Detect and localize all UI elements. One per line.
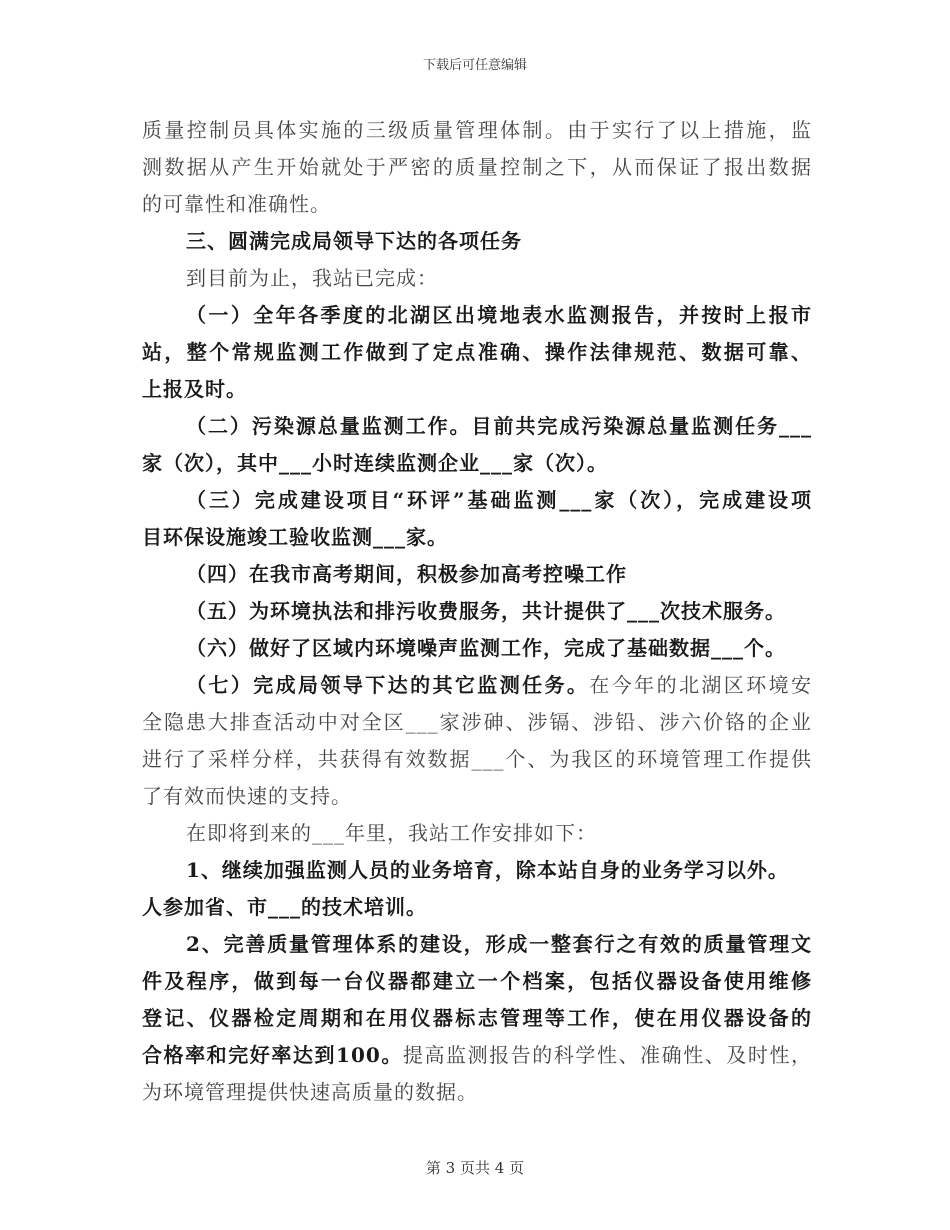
text-line: 人参加省、市___的技术培训。 <box>142 895 427 919</box>
document-body <box>142 112 812 1111</box>
text-line: （五）为环境执法和排污收费服务，共计提供了___次技术服务。 <box>186 599 786 623</box>
text-line: 到目前为止，我站已完成： <box>186 266 438 290</box>
normal-text-segment: 提高监测报告的科学性、准确性、及时性， <box>402 1043 813 1067</box>
text-line: 上报及时。 <box>142 377 247 401</box>
text-line: 家（次），其中___小时连续监测企业___家（次）。 <box>142 451 608 475</box>
text-line: 的可靠性和准确性。 <box>142 192 331 216</box>
text-line: 了有效而快速的支持。 <box>142 784 352 808</box>
text-line: 在即将到来的___年里，我站工作安排如下： <box>186 821 597 845</box>
text-line: 全隐患大排查活动中对全区___家涉砷、涉镉、涉铅、涉六价铬的企业 <box>142 710 812 734</box>
text-line: 三、圆满完成局领导下达的各项任务 <box>186 229 522 253</box>
text-line: 目环保设施竣工验收监测___家。 <box>142 525 448 549</box>
text-line: （一）全年各季度的北湖区出境地表水监测报告，并按时上报市 <box>186 303 812 327</box>
page-header: 下载后可任意编辑 <box>422 58 527 73</box>
text-line: （六）做好了区域内环境噪声监测工作，完成了基础数据___个。 <box>186 636 786 660</box>
bold-text-segment: 合格率和完好率达到100。 <box>142 1043 403 1067</box>
text-line: 站，整个常规监测工作做到了定点准确、操作法律规范、数据可靠、 <box>142 340 812 364</box>
text-line: 2、完善质量管理体系的建设，形成一整套行之有效的质量管理文 <box>186 932 812 956</box>
text-line: 1、继续加强监测人员的业务培育，除本站自身的业务学习以外。 <box>186 858 789 882</box>
text-line: 进行了采样分样，共获得有效数据___个、为我区的环境管理工作提供 <box>142 747 812 771</box>
text-line: 质量控制员具体实施的三级质量管理体制。由于实行了以上措施，监 <box>142 118 812 142</box>
text-line: （四）在我市高考期间，积极参加高考控噪工作 <box>186 562 627 586</box>
text-line <box>142 1037 812 1074</box>
text-line: 为环境管理提供快速高质量的数据。 <box>142 1080 478 1104</box>
text-line <box>142 667 812 704</box>
text-line: 件及程序，做到每一台仪器都建立一个档案，包括仪器设备使用维修 <box>142 969 812 993</box>
text-line: （二）污染源总量监测工作。目前共完成污染源总量监测任务___ <box>186 414 812 438</box>
text-line: （三）完成建设项目“环评”基础监测___家（次），完成建设项 <box>186 488 812 512</box>
page-footer: 第 3 页共 4 页 <box>425 1159 525 1177</box>
normal-text-segment: 在今年的北湖区环境安 <box>589 673 813 697</box>
text-line: 登记、仪器检定周期和在用仪器标志管理等工作，使在用仪器设备的 <box>142 1006 812 1030</box>
bold-text-segment: （七）完成局领导下达的其它监测任务。 <box>186 673 590 697</box>
text-line: 测数据从产生开始就处于严密的质量控制之下，从而保证了报出数据 <box>142 155 812 179</box>
